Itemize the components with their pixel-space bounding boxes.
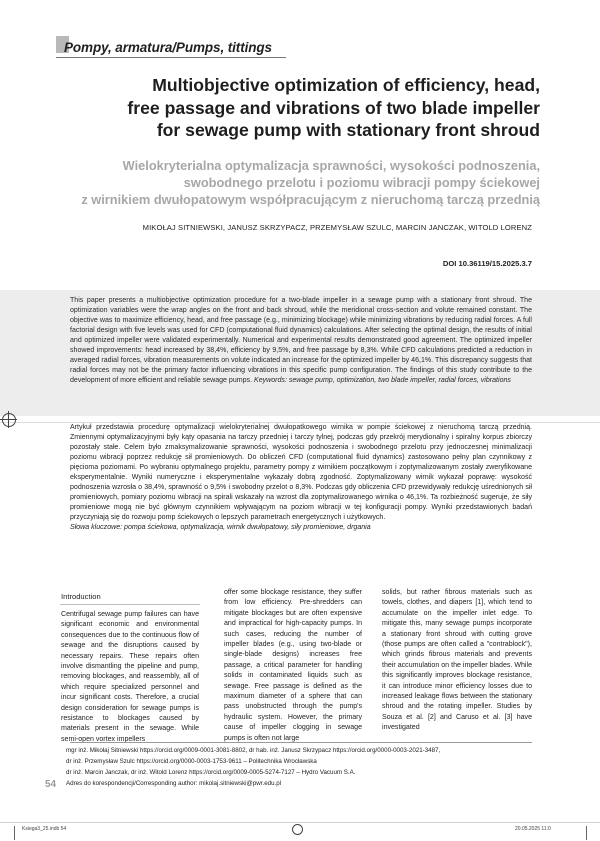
heading-rule <box>60 604 200 605</box>
body-column-1: Centrifugal sewage pump failures can have significant economic and environmental consequences due to the continuous flow of sewage and the disruptions caused by necessary repairs. These repairs often involve dismantling the pipeline and pump, removing blockages, and reassembly, all of which require specialized personnel and incur significant costs. Therefore, a crucial design consideration for sewage pumps is resistance to blockages caused by materials present in the sewage. While semi-open vortex impellers <box>61 611 199 743</box>
footnote-line: mgr inż. Mikołaj Sitniewski https://orcid.org/0009-0001-3081-8802, dr hab. inż. Janusz Skrzypacz https://orcid.org/0000-0003-2021-3487, <box>66 747 441 754</box>
author-affiliations <box>66 745 536 789</box>
registration-mark-icon <box>292 824 303 835</box>
body-column-2: offer some blockage resistance, they suffer from low efficiency. Pre-shredders can mitigate blockages but are often expensive and impractical for high-capacity pumps. In such cases, reducing the number of impeller blades (e.g., using two-blade or single-blade designs) increases free passage, a critical parameter for handling solids in contaminated liquids such as sewage. Free passage is defined as the maximum diameter of a sphere that can pass unobstructed through the pump's hydraulic system. However, the primary cause of impeller clogging in sewage pumps is often not large <box>224 589 362 742</box>
subtitle-line: swobodnego przelotu i poziomu wibracji pompy ściekowej <box>183 175 540 190</box>
article-title <box>60 74 540 142</box>
doi-label: DOI 10.36119/15.2025.3.7 <box>442 259 532 268</box>
footnote-line: dr inż. Marcin Janczak, dr inż. Witold Lorenz https://orcid.org/0009-0005-5274-7127 – Hydro Vacuum S.A. <box>66 769 356 776</box>
title-line: for sewage pump with stationary front shroud <box>156 120 540 140</box>
registration-mark-icon <box>2 413 16 427</box>
article-subtitle-polish <box>60 157 540 208</box>
header-rule <box>56 57 286 58</box>
footnote-line: dr inż. Przemysław Szulc https://orcid.org/0000-0003-1753-9611 – Politechnika Wrocławska <box>66 758 317 765</box>
footnote-rule <box>70 742 532 743</box>
streszczenie-text: Artykuł przedstawia procedurę optymalizacji wielokryterialnej dwułopatkowego wirnika w pompie ściekowej z nieruchomą tarczą przednią. Zmiennymi optymalizacyjnymi były kąty opasania na tarczy przedniej i tarczy tylnej, podczas gdy przekrój merydionalny i spiralny korpus zbiorczy pozostały stałe. Celem było zmaksymalizowanie sprawności, wysokości podnoszenia i swobodnego przelotu przy jednoczesnej minimalizacji poziomu wibracji poprzez redukcję sił promieniowych. Do obliczeń CFD (computational fluid dynamics) zastosowano pełny plan czynnikowy z pięcioma poziomami. Po wybraniu optymalnego projektu, parametry pompy z wirnikiem początkowym i zoptymalizowanym zostały zweryfikowane eksperymentalnie. Wyniki numeryczne i eksperymentalne wykazały dobrą zgodność. Zoptymalizowany wirnik wykazał poprawę: wysokość podnoszenia wzrosła o 38,4%, sprawność o 9,5% i swobodny przelot o 8,3%. Podczas gdy obliczenia CFD przewidywały redukcję uśrednionych sił promieniowych, pomiary poziomu wibracji na spirali wskazały na wzrost dla zoptymalizowanego wirnika o 46,1%. Ta rozbieżność sugeruje, że siły promieniowe mogą nie być głównym czynnikiem wpływającym na poziom wibracji w tej konfiguracji pompy. Wyniki przedstawionych badań przyczyniają się do rozwoju pomp ściekowych o lepszych parametrach energetycznych i użytkowych. <box>70 424 532 521</box>
crop-mark-left <box>14 826 15 840</box>
body-column-3: solids, but rather fibrous materials such as towels, clothes, and diapers [1], which tend to accumulate on the impeller inlet edge. To mitigate this, many sewage pumps incorporate a stationary front shroud with cutting grove (those pumps are often called a "contrablock"), which grinds fibrous materials and prevents their accumulation on the impeller blades. While this significantly improves blockage resistance, it can introduce minor efficiency losses due to increased leakage flows between the stationary shroud and the rotating impeller. Studies by Souza et al. [2] and Caruso et al. [3] have investigated <box>382 589 532 732</box>
print-slug-rule <box>0 822 600 823</box>
title-line: free passage and vibrations of two blade impeller <box>127 97 540 118</box>
abstract-english <box>70 296 532 386</box>
introduction-heading: Introduction <box>61 592 101 601</box>
subtitle-line: z wirnikiem dwułopatowym współpracującym z nieruchomą tarczą przednią <box>81 192 540 207</box>
keywords-english: Keywords: sewage pump, optimization, two blade impeller, radial forces, vibrations <box>254 376 511 384</box>
print-date: 20.05.2025 11:0 <box>515 826 551 832</box>
abstract-text: This paper presents a multiobjective optimization procedure for a two-blade impeller in a sewage pump with a stationary front shroud. The optimization variables were the wrap angles on the front and back shroud, while the meridional cross-section and volute remained constant. The objective was to maximize efficiency, head, and free passage (e.g., minimizing blockage) while minimizing vibrations by reducing radial forces. A full factorial design with five levels was used for CFD (computational fluid dynamics) calculations. After selecting the optimal design, the results of initial and optimized impeller were validated experimentally. Numerical and experimental results demonstrated good agreement. The optimized impeller showed improvements: head increased by 38,4%, efficiency by 9,5%, and free passage by 8,3%. While CFD calculations predicted a reduction in averaged radial forces, vibration measurements on volute indicated an increase for the optimized impeller by 46,1%. This discrepancy suggests that radial forces may not be the primary factor influencing vibrations in this specific pump configuration. The findings of this study contribute to the development of more efficient and reliable sewage pumps. <box>70 297 532 384</box>
subtitle-line: Wielokryterialna optymalizacja sprawności, wysokości podnoszenia, <box>122 158 540 173</box>
keywords-polish: Słowa kluczowe: pompa ściekowa, optymalizacja, wirnik dwułopatowy, siły promieniowe, drgania <box>70 523 371 531</box>
crop-mark-right <box>586 826 587 840</box>
section-header: Pompy, armatura/Pumps, tittings <box>64 40 272 55</box>
title-line: Multiobjective optimization of efficiency, head, <box>152 75 540 95</box>
footnote-line: Adres do korespondencji/Corresponding author: mikolaj.sitniewski@pwr.edu.pl <box>66 780 282 787</box>
abstract-polish <box>70 423 532 532</box>
print-file-name: Ksiega3_25.indb 54 <box>22 826 67 832</box>
author-list: MIKOŁAJ SITNIEWSKI, JANUSZ SKRZYPACZ, PRZEMYSŁAW SZULC, MARCIN JANCZAK, WITOLD LORENZ <box>142 223 532 232</box>
page-number: 54 <box>45 779 57 790</box>
